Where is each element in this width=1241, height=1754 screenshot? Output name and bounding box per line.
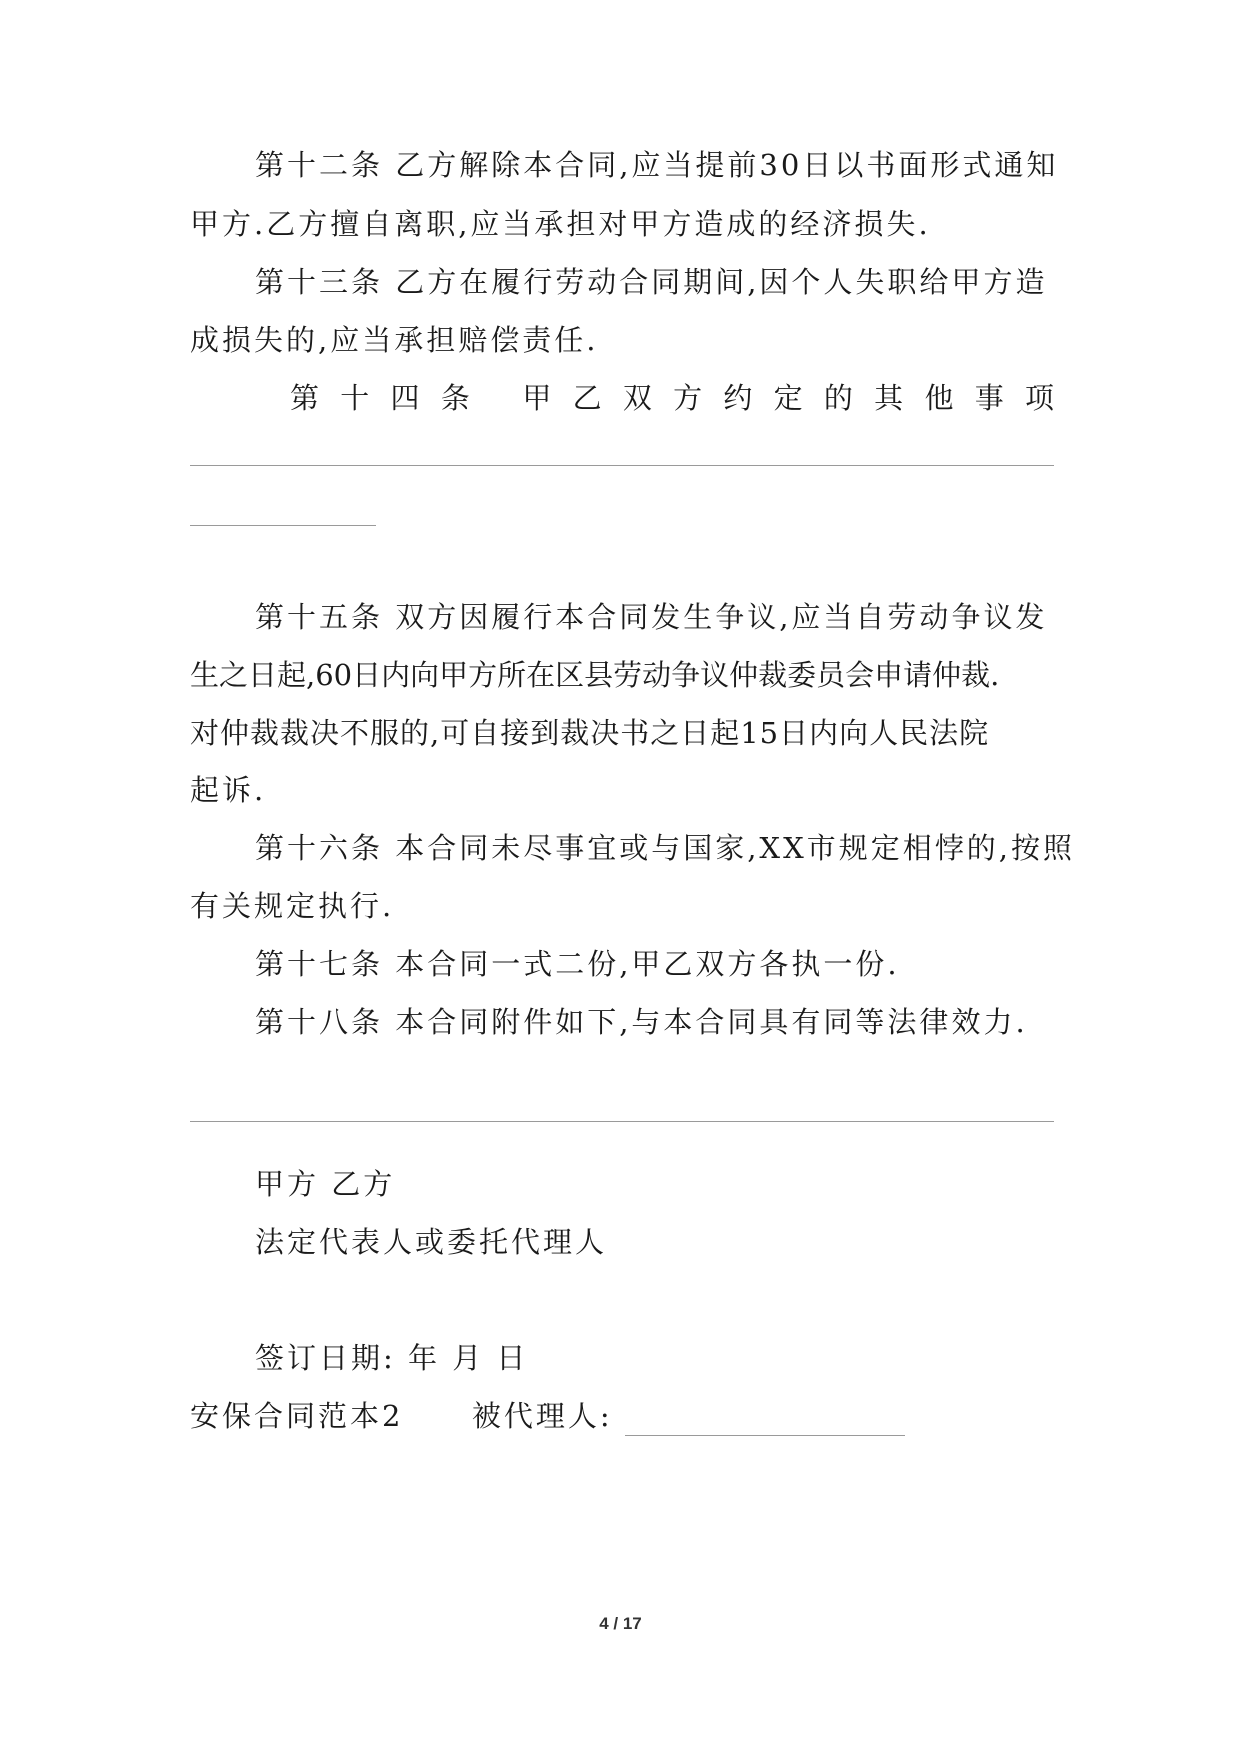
article-16-line-1: 第十六条 本合同未尽事宜或与国家,XX市规定相悖的,按照 (255, 831, 1075, 865)
template-title-row (190, 1396, 1054, 1436)
blank-line-short (190, 525, 376, 526)
article-14-char: 双 (622, 381, 652, 415)
article-14-heading (290, 378, 1054, 418)
page-number: 4 / 17 (599, 1614, 642, 1633)
principal-label: 被代理人: (471, 1399, 613, 1433)
article-18: 第十八条 本合同附件如下,与本合同具有同等法律效力. (255, 1005, 1028, 1039)
article-14-char: 方 (673, 381, 703, 415)
article-14-char: 事 (974, 381, 1004, 415)
article-14-char: 约 (723, 381, 753, 415)
article-15-line-2: 生之日起,60日内向甲方所在区县劳动争议仲裁委员会申请仲裁. (190, 658, 1000, 692)
article-14-char: 他 (924, 381, 954, 415)
article-14-char: 条 (440, 381, 470, 415)
article-14-char: 四 (390, 381, 420, 415)
article-14-char: 乙 (572, 381, 602, 415)
blank-line-long (190, 465, 1054, 466)
sign-date-label: 签订日期: 年 月 日 (255, 1341, 529, 1375)
article-14-char: 项 (1024, 381, 1054, 415)
attachment-blank-line (190, 1121, 1054, 1122)
article-14-char: 第 (290, 381, 320, 415)
parties-label: 甲方 乙方 (255, 1167, 396, 1201)
article-13-line-2: 成损失的,应当承担赔偿责任. (190, 323, 599, 357)
article-14-char: 定 (773, 381, 803, 415)
article-15-line-1: 第十五条 双方因履行本合同发生争议,应当自劳动争议发 (255, 600, 1048, 634)
principal-blank (625, 1405, 905, 1436)
representative-label: 法定代表人或委托代理人 (255, 1225, 608, 1259)
article-16-line-2: 有关规定执行. (190, 889, 395, 923)
article-14-char: 的 (823, 381, 853, 415)
article-14-gap (491, 378, 501, 418)
article-13-line-1: 第十三条 乙方在履行劳动合同期间,因个人失职给甲方造 (255, 265, 1048, 299)
article-12-line-2: 甲方.乙方擅自离职,应当承担对甲方造成的经济损失. (190, 207, 931, 241)
article-14-char: 其 (874, 381, 904, 415)
article-15-line-4: 起诉. (190, 773, 267, 807)
template-title: 安保合同范本2 (190, 1399, 404, 1433)
article-14-char: 甲 (522, 381, 552, 415)
article-15-line-3: 对仲裁裁决不服的,可自接到裁决书之日起15日内向人民法院 (190, 716, 990, 750)
article-12-line-1: 第十二条 乙方解除本合同,应当提前30日以书面形式通知 (255, 148, 1059, 182)
article-17: 第十七条 本合同一式二份,甲乙双方各执一份. (255, 947, 900, 981)
article-14-char: 十 (340, 381, 370, 415)
